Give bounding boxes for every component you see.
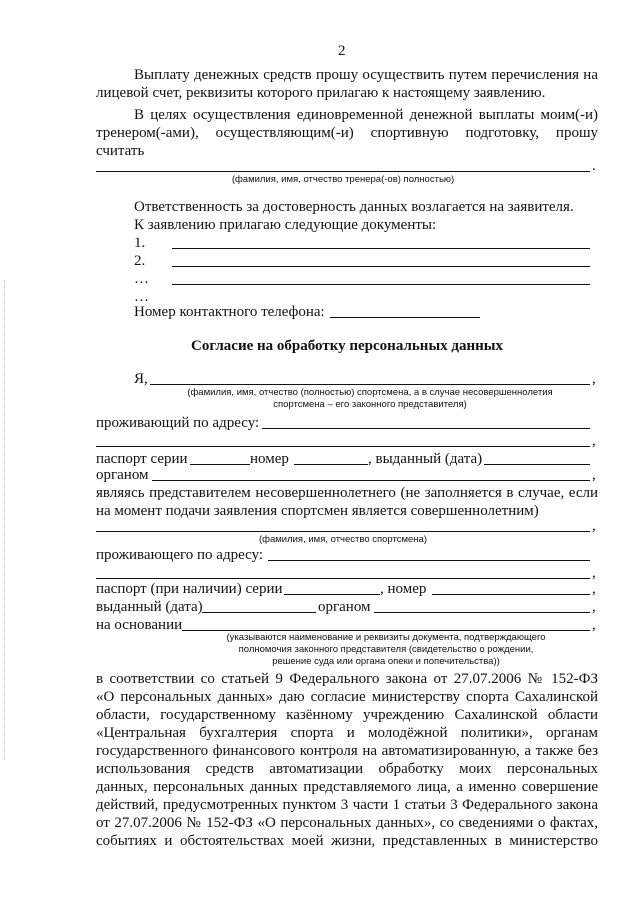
representative-line1: являясь представителем несовершеннолетнего (не заполняется в случае, если — [96, 485, 598, 501]
athlete-address-field-1[interactable] — [268, 560, 590, 561]
para2-line3: считать — [96, 143, 145, 159]
para2-line1: В целях осуществления единовременной денежной выплаты моим(-и) — [134, 107, 598, 123]
final-line-3: области, государственному казённому учреждению Сахалинской области — [96, 707, 598, 723]
consent-name-caption-1: (фамилия, имя, отчество (полностью) спортсмена, а в случае несовершеннолетия — [187, 387, 553, 398]
address-comma: , — [592, 433, 596, 449]
authority-field[interactable] — [152, 480, 590, 481]
passport-number-field[interactable] — [294, 464, 368, 465]
athlete-caption: (фамилия, имя, отчество спортсмена) — [258, 534, 427, 545]
athlete-name-field[interactable] — [96, 531, 590, 532]
authority-field-2[interactable] — [374, 612, 590, 613]
passport-comma-2: , — [592, 581, 596, 597]
representative-line2: на момент подачи заявления спортсмен является совершеннолетним) — [96, 503, 539, 519]
scan-edge — [4, 280, 6, 760]
final-line-8: действий, предусмотренных пунктом 3 части 1 статьи 3 Федерального закона — [96, 797, 598, 813]
final-line-6: использования средств автоматизации обработку моих персональных — [96, 761, 598, 777]
consent-name-comma: , — [592, 371, 596, 387]
basis-caption-2: полномочия законного представителя (свидетельство о рождении, — [238, 644, 534, 655]
attach-item-2-field[interactable] — [172, 266, 590, 267]
athlete-name-comma: , — [592, 518, 596, 534]
authority-comma-2: , — [592, 599, 596, 615]
passport-series-field[interactable] — [190, 464, 250, 465]
final-line-2: «О персональных данных» даю согласие министерству спорта Сахалинской — [96, 689, 598, 705]
final-line-10: событиях и обстоятельствах моей жизни, представленных в министерство — [96, 833, 598, 849]
phone-label: Номер контактного телефона: — [134, 304, 325, 320]
para1-line2: лицевой счет, реквизиты которого прилагаю к настоящему заявлению. — [96, 85, 546, 101]
trainer-name-field[interactable] — [96, 171, 590, 172]
athlete-address-comma: , — [592, 565, 596, 581]
basis-label: на основании — [96, 617, 183, 633]
authority-label-2: органом — [318, 599, 371, 615]
residing-label: проживающий по адресу: — [96, 415, 260, 431]
trainer-caption: (фамилия, имя, отчество тренера(-ов) полностью) — [231, 174, 455, 185]
passport-number-label: номер — [250, 451, 289, 467]
page-number: 2 — [338, 43, 346, 59]
attach-item-1-field[interactable] — [172, 248, 590, 249]
final-line-7: данных, персональных данных представляемого лица, а именно совершение — [96, 779, 598, 795]
consent-i-label: Я, — [134, 371, 148, 387]
issued-date-field[interactable] — [484, 464, 590, 465]
issued-date-label: , выданный (дата) — [368, 451, 483, 467]
basis-caption-1: (указываются наименование и реквизиты документа, подтверждающего — [226, 632, 546, 643]
responsibility-text: Ответственность за достоверность данных возлагается на заявителя. — [134, 199, 574, 215]
attach-item-3-label: … — [134, 271, 149, 287]
passport-series-label: паспорт серии — [96, 451, 188, 467]
final-line-5: государственного финансового контроля на автоматизированную, а также без — [96, 743, 598, 759]
attach-intro: К заявлению прилагаю следующие документы: — [134, 217, 437, 233]
attach-item-4-label: … — [134, 289, 149, 305]
passport-series-label-2: паспорт (при наличии) серии — [96, 581, 283, 597]
issued-date-field-2[interactable] — [202, 612, 316, 613]
final-line-4: «Центральная бухгалтерия спорта и молодёжной политики», органам — [96, 725, 598, 741]
basis-comma: , — [592, 617, 596, 633]
authority-comma: , — [592, 467, 596, 483]
consent-title: Согласие на обработку персональных данных — [190, 338, 503, 354]
para1-line1: Выплату денежных средств прошу осуществить путем перечисления на — [134, 67, 598, 83]
consent-name-caption-2: спортсмена – его законного представителя) — [273, 399, 467, 410]
attach-item-3-field[interactable] — [172, 284, 590, 285]
athlete-address-field-2[interactable] — [96, 578, 590, 579]
address-field-2[interactable] — [96, 446, 590, 447]
consent-name-field[interactable] — [150, 384, 590, 385]
passport-number-label-2: , номер — [380, 581, 427, 597]
phone-field[interactable] — [330, 317, 480, 318]
authority-label: органом — [96, 467, 149, 483]
passport-number-field-2[interactable] — [432, 594, 590, 595]
basis-caption-3: решение суда или органа опеки и попечительства)) — [272, 656, 500, 667]
address-field-1[interactable] — [262, 428, 590, 429]
issued-date-label-2: выданный (дата) — [96, 599, 203, 615]
final-line-9: от 27.07.2006 № 152-ФЗ «О персональных данных», со сведениями о фактах, — [96, 815, 598, 831]
final-line-1: в соответствии со статьей 9 Федерального закона от 27.07.2006 № 152-ФЗ — [96, 671, 598, 687]
residing-label-2: проживающего по адресу: — [96, 547, 264, 563]
attach-item-1-label: 1. — [134, 235, 146, 251]
trainer-dot: . — [592, 158, 596, 174]
basis-field[interactable] — [182, 630, 590, 631]
passport-series-field-2[interactable] — [284, 594, 380, 595]
para2-line2: тренером(-ами), осуществляющим(-и) спортивную подготовку, прошу — [96, 125, 598, 141]
attach-item-2-label: 2. — [134, 253, 146, 269]
